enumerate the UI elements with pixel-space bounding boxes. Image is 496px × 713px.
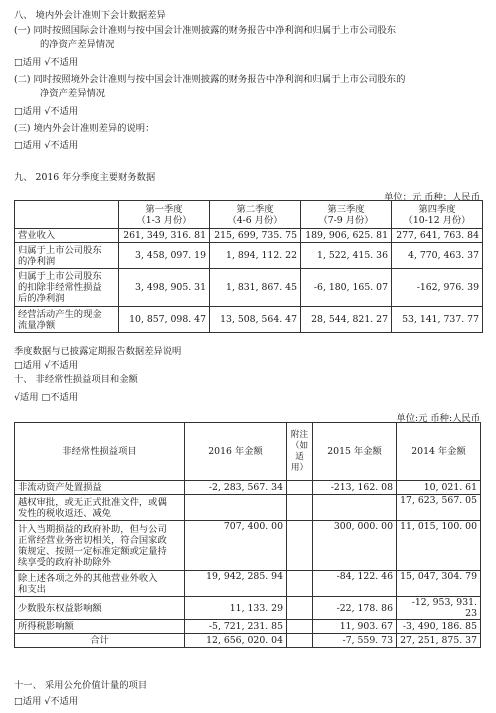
value-cell: -162, 976. 39 [392, 269, 483, 307]
row-label: 越权审批，或无正式批准文件，或偶 发性的税收返还、减免 [15, 495, 185, 521]
table-row [15, 620, 481, 634]
value-2016: -5, 721, 231. 85 [185, 620, 287, 634]
value-2014: 11, 015, 100. 00 [397, 521, 481, 571]
row-label: 少数股东权益影响额 [15, 597, 185, 620]
section-8-item-3-line-1: (三) 境内外会计准则差异的说明： [14, 123, 155, 134]
note-cell [287, 620, 313, 634]
row-label: 归属于上市公司股东 的扣除非经常性损益 后的净利润 [15, 269, 119, 307]
section-8-item-2-line-2: 净资产差异情况 [40, 88, 106, 99]
note-cell [287, 571, 313, 597]
total-2016: 12, 656, 020. 04 [185, 634, 287, 648]
section-8-item-2-checkbox: □适用 √不适用 [14, 106, 79, 117]
value-cell: 10, 857, 098. 47 [119, 307, 210, 333]
value-cell: 215, 699, 735. 75 [210, 229, 301, 243]
header-item: 非经常性损益项目 [15, 423, 185, 481]
section-9-title: 九、 2016 年分季度主要财务数据 [14, 172, 156, 183]
section-11-checkbox: □适用 √不适用 [14, 696, 79, 707]
value-cell: 261, 349, 316. 81 [119, 229, 210, 243]
row-label: 除上述各项之外的其他营业外收入 和支出 [15, 571, 185, 597]
quarterly-header-blank [15, 201, 119, 229]
row-label: 归属于上市公司股东 的净利润 [15, 243, 119, 269]
value-2015: 300, 000. 00 [313, 521, 397, 571]
table-row [15, 481, 481, 495]
quarter-4-header: 第四季度 （10-12 月份） [392, 201, 483, 229]
value-2015: 11, 903. 67 [313, 620, 397, 634]
table-row [15, 571, 481, 597]
value-2014: -12, 953, 931. 23 [397, 597, 481, 620]
quarterly-note: 季度数据与已披露定期报告数据差异说明 [14, 346, 182, 357]
quarter-3-header: 第三季度 （7-9 月份） [301, 201, 392, 229]
quarter-1-header: 第一季度 （1-3 月份） [119, 201, 210, 229]
section-8-item-1-line-1: (一) 同时按照国际会计准则与按中国会计准则披露的财务报告中净利润和归属于上市公司股东 [14, 25, 397, 36]
table-row [15, 521, 481, 571]
non-recurring-table [14, 422, 481, 648]
table-row [15, 307, 483, 333]
value-cell: 3, 498, 905. 31 [119, 269, 210, 307]
section-8-title: 八、 境内外会计准则下会计数据差异 [14, 10, 166, 21]
table-row [15, 229, 483, 243]
value-2016: 19, 942, 285. 94 [185, 571, 287, 597]
total-label: 合计 [15, 634, 185, 648]
quarterly-data-table [14, 200, 483, 333]
value-2015: -84, 122. 46 [313, 571, 397, 597]
value-2016: 11, 133. 29 [185, 597, 287, 620]
table-row [15, 243, 483, 269]
value-cell: 1, 894, 112. 22 [210, 243, 301, 269]
value-2015: -22, 178. 86 [313, 597, 397, 620]
section-10-unit: 单位:元 币种:人民币 [396, 413, 480, 424]
non-recurring-header-row [15, 423, 481, 481]
section-11-title: 十一、 采用公允价值计量的项目 [14, 680, 148, 691]
header-note: 附注 （如 适 用） [287, 423, 313, 481]
value-2016: -2, 283, 567. 34 [185, 481, 287, 495]
note-cell [287, 521, 313, 571]
value-cell: 28, 544, 821. 27 [301, 307, 392, 333]
quarterly-note-checkbox: □适用 √不适用 [14, 360, 79, 371]
section-8-item-3-checkbox: □适用 √不适用 [14, 140, 79, 151]
total-2014: 27, 251, 875. 37 [397, 634, 481, 648]
note-cell [287, 495, 313, 521]
value-cell: 189, 906, 625. 81 [301, 229, 392, 243]
section-10-checkbox: √适用 □不适用 [14, 392, 79, 403]
value-2014: 10, 021. 61 [397, 481, 481, 495]
note-cell [287, 481, 313, 495]
value-cell: 3, 458, 097. 19 [119, 243, 210, 269]
note-cell [287, 597, 313, 620]
value-2014: 17, 623, 567. 05 [397, 495, 481, 521]
value-2016 [185, 495, 287, 521]
header-2014: 2014 年金额 [397, 423, 481, 481]
section-8-item-1-line-2: 的净资产差异情况 [40, 39, 115, 50]
value-2016: 707, 400. 00 [185, 521, 287, 571]
header-2016: 2016 年金额 [185, 423, 287, 481]
row-label: 营业收入 [15, 229, 119, 243]
table-row [15, 269, 483, 307]
total-note [287, 634, 313, 648]
total-row [15, 634, 481, 648]
value-2014: 15, 047, 304. 79 [397, 571, 481, 597]
value-cell: 277, 641, 763. 84 [392, 229, 483, 243]
value-2015 [313, 495, 397, 521]
value-2014: -3, 490, 186. 85 [397, 620, 481, 634]
section-10-title: 十、 非经常性损益项目和金额 [14, 374, 138, 385]
value-cell: 4, 770, 463. 37 [392, 243, 483, 269]
total-2015: -7, 559. 73 [313, 634, 397, 648]
table-row [15, 597, 481, 620]
row-label: 经营活动产生的现金 流量净额 [15, 307, 119, 333]
value-cell: 13, 508, 564. 47 [210, 307, 301, 333]
row-label: 计入当期损益的政府补助，但与公司 正常经营业务密切相关，符合国家政 策规定、按照一定标准定额或定量持 续享受的政府补助除外 [15, 521, 185, 571]
header-2015: 2015 年金额 [313, 423, 397, 481]
value-cell: -6, 180, 165. 07 [301, 269, 392, 307]
row-label: 所得税影响额 [15, 620, 185, 634]
section-8-item-2-line-1: (二) 同时按照境外会计准则与按中国会计准则披露的财务报告中净利润和归属于上市公司股东的 [14, 74, 406, 85]
value-cell: 53, 141, 737. 77 [392, 307, 483, 333]
quarter-2-header: 第二季度 （4-6 月份） [210, 201, 301, 229]
value-2015: -213, 162. 08 [313, 481, 397, 495]
row-label: 非流动资产处置损益 [15, 481, 185, 495]
quarterly-header-row [15, 201, 483, 229]
table-row [15, 495, 481, 521]
value-cell: 1, 522, 415. 36 [301, 243, 392, 269]
section-9-unit: 单位：元 币种：人民币 [384, 192, 480, 203]
value-cell: 1, 831, 867. 45 [210, 269, 301, 307]
section-8-item-1-checkbox: □适用 √不适用 [14, 57, 79, 68]
